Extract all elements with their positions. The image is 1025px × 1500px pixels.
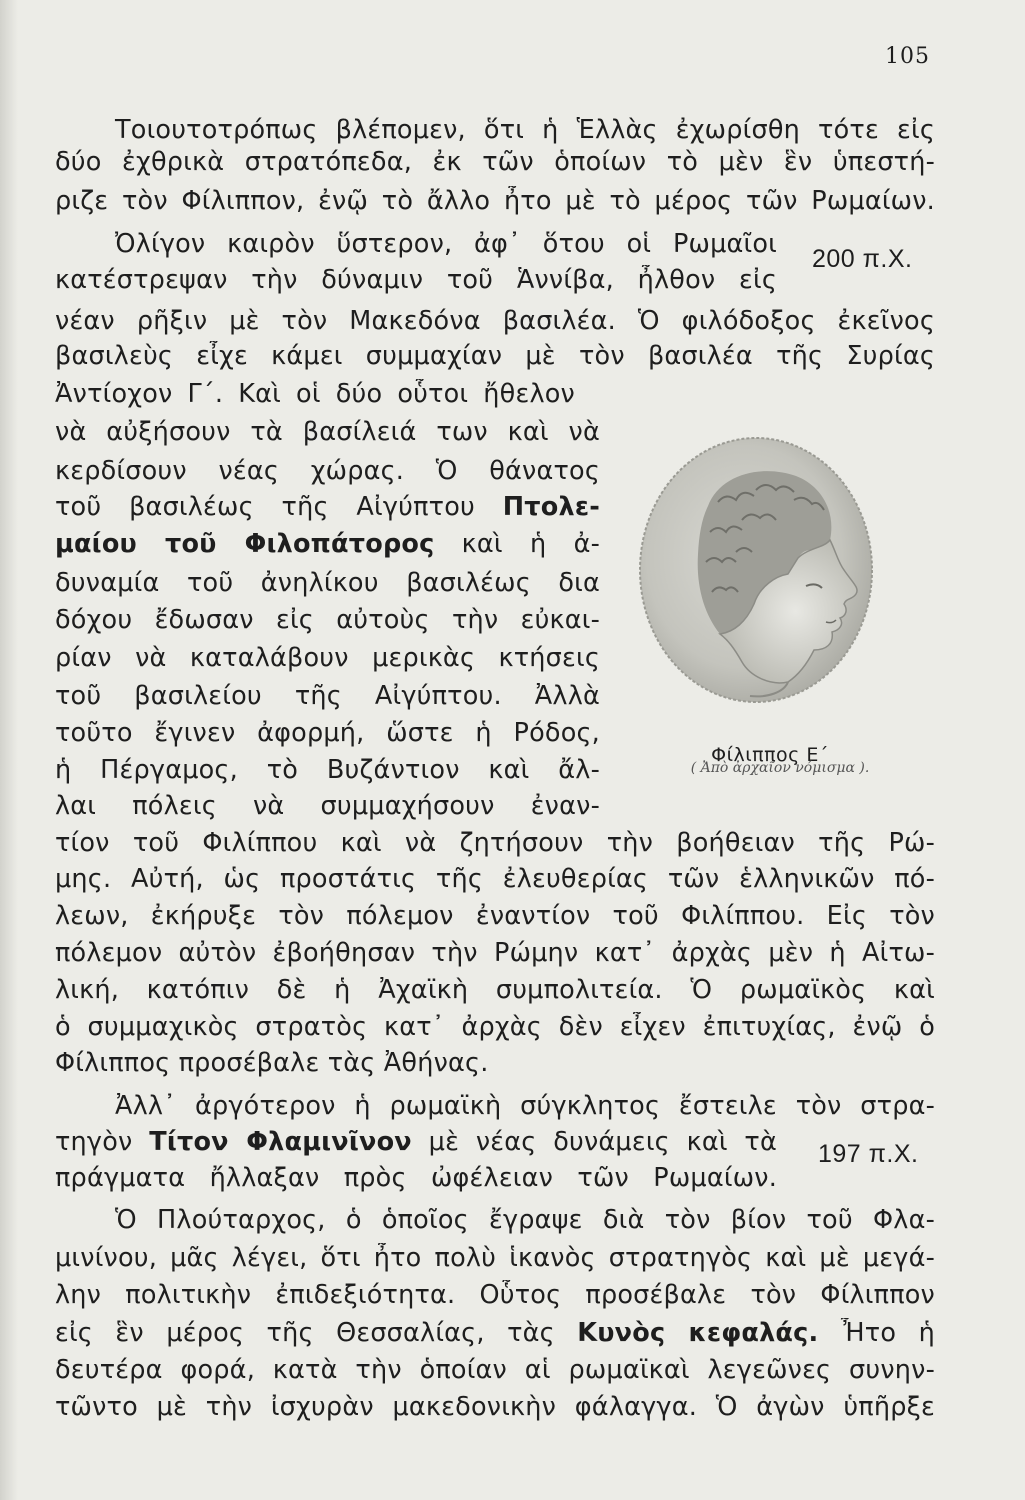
- side-date: 200 π.Χ.: [812, 245, 913, 273]
- text-line: ὁ συμμαχικὸς στρατὸς κατ᾽ ἀρχὰς δὲν εἶχεν ἐπιτυχίας, ἐνῷ ὁ: [55, 1012, 935, 1042]
- figure-source: ( Ἀπὸ ἀρχαῖον νόμισμα ).: [690, 760, 870, 776]
- side-date: 197 π.Χ.: [818, 1140, 919, 1168]
- text-line: ρίαν νὰ καταλάβουν μερικὰς κτήσεις: [55, 643, 600, 673]
- text-line: μης. Αὐτή, ὡς προστάτις τῆς ἐλευθερίας τῶν ἑλληνικῶν πό-: [55, 864, 935, 894]
- text-span: τοῦ βασιλέως τῆς Αἰγύπτου: [55, 492, 503, 522]
- text-line: τίον τοῦ Φιλίππου καὶ νὰ ζητήσουν τὴν βοήθειαν τῆς Ρώ-: [55, 828, 935, 858]
- text-line: τῶντο μὲ τὴν ἰσχυρὰν μακεδονικὴν φάλαγγα. Ὁ ἀγὼν ὑπῆρξε: [55, 1392, 935, 1422]
- bold-name: Κυνὸς κεφαλάς.: [577, 1318, 819, 1348]
- text-line: ἡ Πέργαμος, τὸ Βυζάντιον καὶ ἄλ-: [55, 755, 600, 785]
- text-line: τοῦ βασιλείου τῆς Αἰγύπτου. Ἀλλὰ: [55, 681, 600, 711]
- bold-name: Τίτον Φλαμινῖνον: [149, 1127, 412, 1157]
- text-line: λαι πόλεις νὰ συμμαχήσουν ἐναν-: [55, 791, 600, 821]
- page-number: 105: [885, 44, 930, 69]
- text-span: τηγὸν: [55, 1127, 150, 1157]
- text-line: νέαν ρῆξιν μὲ τὸν Μακεδόνα βασιλέα. Ὁ φιλόδοξος ἐκεῖνος: [55, 306, 935, 336]
- text-span: εἰς ἓν μέρος τῆς Θεσσαλίας, τὰς: [55, 1318, 578, 1348]
- text-line: Φίλιππος προσέβαλε τὰς Ἀθήνας.: [55, 1048, 489, 1078]
- text-line: λεων, ἐκήρυξε τὸν πόλεμον ἐναντίον τοῦ Φιλίππου. Εἰς τὸν: [55, 901, 935, 931]
- text-span: καὶ ἡ ἀ-: [434, 529, 600, 559]
- bold-name: μαίου τοῦ Φιλοπάτορος: [55, 529, 435, 559]
- text-line: δευτέρα φορά, κατὰ τὴν ὁποίαν αἱ ρωμαϊκαὶ λεγεῶνες συνην-: [55, 1355, 935, 1385]
- text-line: βασιλεὺς εἶχε κάμει συμμαχίαν μὲ τὸν βασιλέα τῆς Συρίας: [55, 341, 935, 371]
- text-line-kynos: [55, 1318, 935, 1348]
- text-line: πόλεμον αὐτὸν ἐβοήθησαν τὴν Ρώμην κατ᾽ ἀρχὰς μὲν ἡ Αἰτω-: [55, 938, 935, 968]
- text-line: Ἀλλ᾽ ἀργότερον ἡ ρωμαϊκὴ σύγκλητος ἔστειλε τὸν στρα-: [115, 1091, 935, 1121]
- text-span: Ἦτο ἡ: [818, 1318, 935, 1348]
- text-line-titos: [55, 1127, 777, 1157]
- page-binding-shadow: [0, 0, 18, 1500]
- text-line: λική, κατόπιν δὲ ἡ Ἀχαϊκὴ συμπολιτεία. Ὁ ρωμαϊκὸς καὶ: [55, 975, 935, 1005]
- text-line: λην πολιτικὴν ἐπιδεξιότητα. Οὗτος προσέβαλε τὸν Φίλιππον: [55, 1280, 935, 1310]
- text-line: δύο ἐχθρικὰ στρατόπεδα, ἐκ τῶν ὁποίων τὸ μὲν ἓν ὑπεστή-: [55, 147, 935, 177]
- text-line: μινίνου, μᾶς λέγει, ὅτι ἦτο πολὺ ἱκανὸς στρατηγὸς καὶ μὲ μεγά-: [55, 1243, 935, 1273]
- text-line: Ἀντίοχον Γ΄. Καὶ οἱ δύο οὗτοι ἤθελον: [55, 379, 575, 409]
- coin-portrait-icon: [638, 436, 874, 704]
- text-line: Ὀλίγον καιρὸν ὕστερον, ἀφ᾽ ὅτου οἱ Ρωμαῖοι: [115, 229, 777, 259]
- text-line-ptolemaios: [55, 492, 600, 522]
- figure-caption: Φίλιππος Ε΄: [711, 744, 829, 766]
- text-line: Τοιουτοτρόπως βλέπομεν, ὅτι ἡ Ἑλλὰς ἐχωρίσθη τότε εἰς: [115, 115, 935, 145]
- text-line: πράγματα ἤλλαξαν πρὸς ὠφέλειαν τῶν Ρωμαίων.: [55, 1163, 777, 1193]
- text-line: κατέστρεψαν τὴν δύναμιν τοῦ Ἁννίβα, ἦλθον εἰς: [55, 265, 777, 295]
- text-line: τοῦτο ἔγινεν ἀφορμή, ὥστε ἡ Ρόδος,: [55, 718, 600, 748]
- text-span: μὲ νέας δυνάμεις καὶ τὰ: [411, 1127, 777, 1157]
- text-line: ριζε τὸν Φίλιππον, ἐνῷ τὸ ἄλλο ἦτο μὲ τὸ μέρος τῶν Ρωμαίων.: [55, 186, 935, 216]
- bold-name: Πτολε-: [502, 492, 600, 522]
- text-line-ptolemaios-cont: [55, 529, 600, 559]
- text-line: δόχου ἔδωσαν εἰς αὐτοὺς τὴν εὐκαι-: [55, 605, 600, 635]
- coin-figure: [638, 436, 874, 704]
- text-line: Ὁ Πλούταρχος, ὁ ὁποῖος ἔγραψε διὰ τὸν βίον τοῦ Φλα-: [115, 1205, 935, 1235]
- text-line: νὰ αὐξήσουν τὰ βασίλειά των καὶ νὰ: [55, 417, 600, 447]
- text-line: κερδίσουν νέας χώρας. Ὁ θάνατος: [55, 456, 600, 486]
- text-line: δυναμία τοῦ ἀνηλίκου βασιλέως δια: [55, 568, 600, 598]
